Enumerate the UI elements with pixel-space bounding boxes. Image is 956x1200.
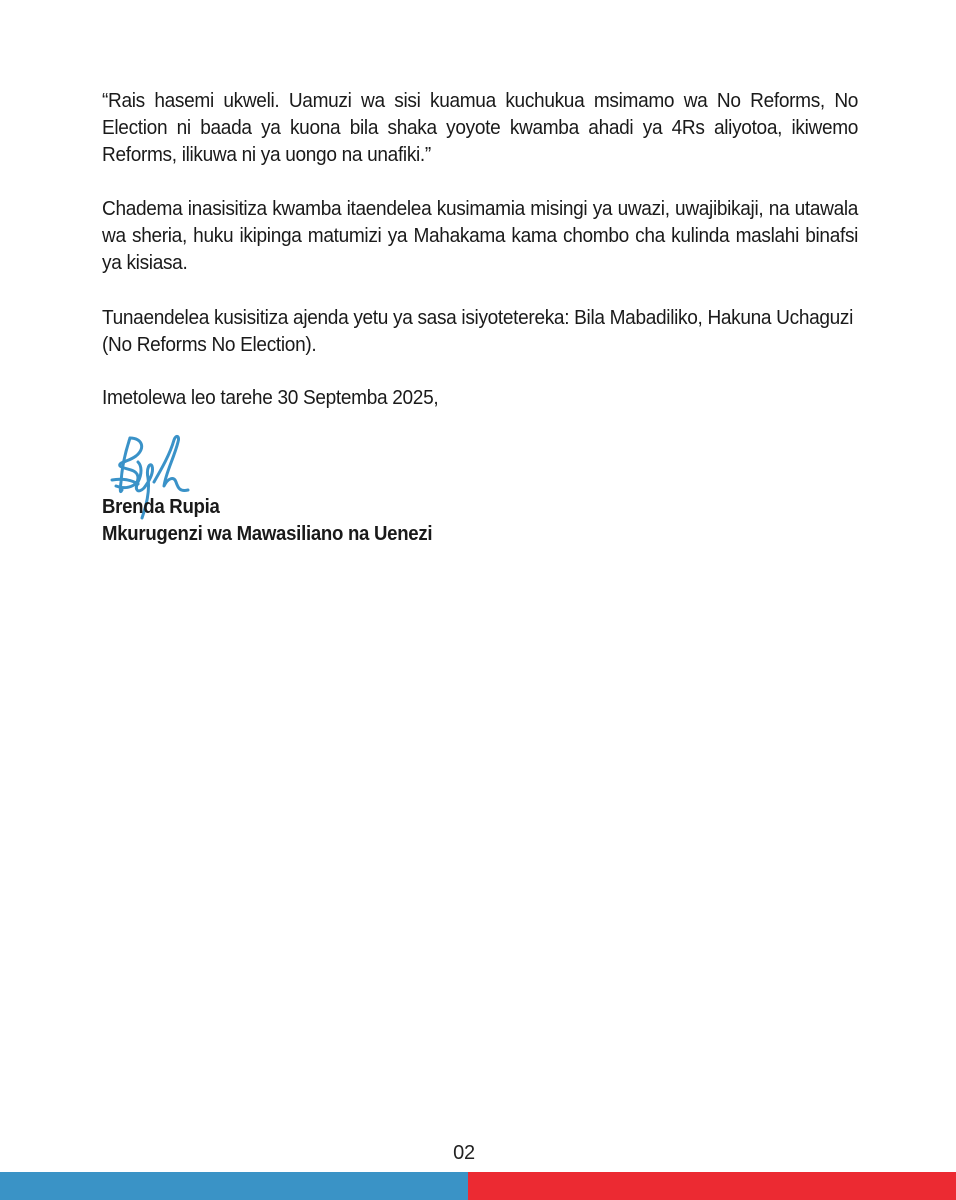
agenda-paragraph: Tunaendelea kusisitiza ajenda yetu ya sasa isiyotetereka: Bila Mabadiliko, Hakuna Uchaguzi (No Reforms No Election). xyxy=(102,306,854,356)
footer-blue-band xyxy=(0,1172,468,1200)
page-number: 02 xyxy=(453,1142,475,1164)
footer-red-band xyxy=(468,1172,956,1200)
statement-paragraph: Chadema inasisitiza kwamba itaendelea kusimamia misingi ya uwazi, uwajibikaji, na utawala wa sheria, huku ikipinga matumizi ya Mahakama kama chombo cha kulinda maslahi binafsi ya kisiasa. xyxy=(102,197,859,274)
signatory-name: Brenda Rupia xyxy=(102,496,220,518)
quote-paragraph: “Rais hasemi ukweli. Uamuzi wa sisi kuamua kuchukua msimamo wa No Reforms, No Election ni baada ya kuona bila shaka yoyote kwamba ahadi ya 4Rs aliyotoa, ikiwemo Reforms, ilikuwa ni ya uongo na unafiki.” xyxy=(102,89,859,166)
issued-date-line: Imetolewa leo tarehe 30 Septemba 2025, xyxy=(102,386,439,409)
signatory-title: Mkurugenzi wa Mawasiliano na Uenezi xyxy=(102,523,433,545)
footer-color-bar xyxy=(0,1172,956,1200)
